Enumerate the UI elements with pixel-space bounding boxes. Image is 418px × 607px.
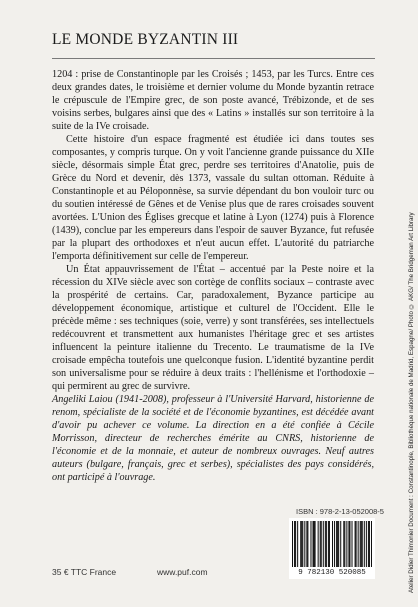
- paragraph-1: 1204 : prise de Constantinople par les Croisés ; 1453, par les Turcs. Entre ces deux grandes dates, le troisième et dernier volume du Monde byzantin retrace le crépuscule de l'Empire grec, de son poste avancé, Trébizonde, et de ses voisins serbes, bulgares ainsi que des « Latins » installés sur son territoire à la suite de la IVe croisade.: [52, 69, 374, 132]
- cover-text: [52, 68, 374, 484]
- barcode-number: 9 782130 520085: [289, 569, 375, 579]
- barcode-icon: [289, 518, 375, 576]
- barcode-bars: [289, 518, 375, 570]
- paragraph-2: Cette histoire d'un espace fragmenté est étudiée ici dans toutes ses composantes, y compris turque. On y voit l'ancienne grande puissance du XIIe siècle, désormais simple État grec, perdre ses territoires d'Anatolie, puis de Grèce du Nord et devenir, dès 1373, vassale du sultan ottoman. Réduite à Constantinople et au Péloponnèse, sa survie dépendant du bon vouloir turc ou du soutien intéressé de Gênes et de Venise plus que de rares croisades souvent avortées. L'Union des Églises grecque et latine à Lyon (1274) puis à Florence (1439), conclue par les empereurs dans l'espoir de sauver Byzance, fut refusée par la plupart des orthodoxes et n'eut aucun effet. L'autorité du patriarche l'emporta définitivement sur celle de l'empereur.: [52, 134, 374, 262]
- side-credit: Atelier Didier Thimonier Document : Constantinople, Bibliothèque nationale de Madrid, Espagne/ Photo © AKG/ The Bridgeman Art Library: [408, 212, 415, 593]
- author-credit: Angeliki Laiou (1941-2008), professeur à l'Université Harvard, historienne de renom, spécialiste de la société et de l'économie byzantines, est décédée avant d'avoir pu achever ce volume. La direction en a été confiée à Cécile Morrisson, directeur de recherches émérite au CNRS, historienne de l'économie et de la monnaie, et auteur de nombreux ouvrages. Neuf autres auteurs (bulgare, français, grec et serbes), spécialistes des pays considérés, ont participé à l'ouvrage.: [52, 394, 374, 483]
- title-rule: [52, 58, 375, 59]
- publisher-url: www.puf.com: [157, 567, 208, 577]
- isbn: ISBN : 978-2-13-052008-5: [296, 507, 384, 516]
- paragraph-3: Un État appauvrissement de l'État – accentué par la Peste noire et la récession du XIVe siècle avec son cortège de conflits sociaux – contraste avec la prospérité de certains. Car, paradoxalement, Byzance participe au développement économique, artistique et culturel de l'Occident. Elle le précède même : ses techniques (soie, verre) y sont transférées, ses intellectuels redécouvrent et transmettent aux humanistes l'héritage grec et ses artistes influencent la peinture italienne du Trecento. Le traumatisme de la IVe croisade empêcha toutefois une quelconque fusion. L'identité byzantine perdit son universalisme pour se réduire à deux traits : l'hellénisme et l'orthodoxie – qui permirent au grec de survivre.: [52, 264, 374, 392]
- book-title: LE MONDE BYZANTIN III: [52, 31, 239, 48]
- price: 35 € TTC France: [52, 567, 117, 577]
